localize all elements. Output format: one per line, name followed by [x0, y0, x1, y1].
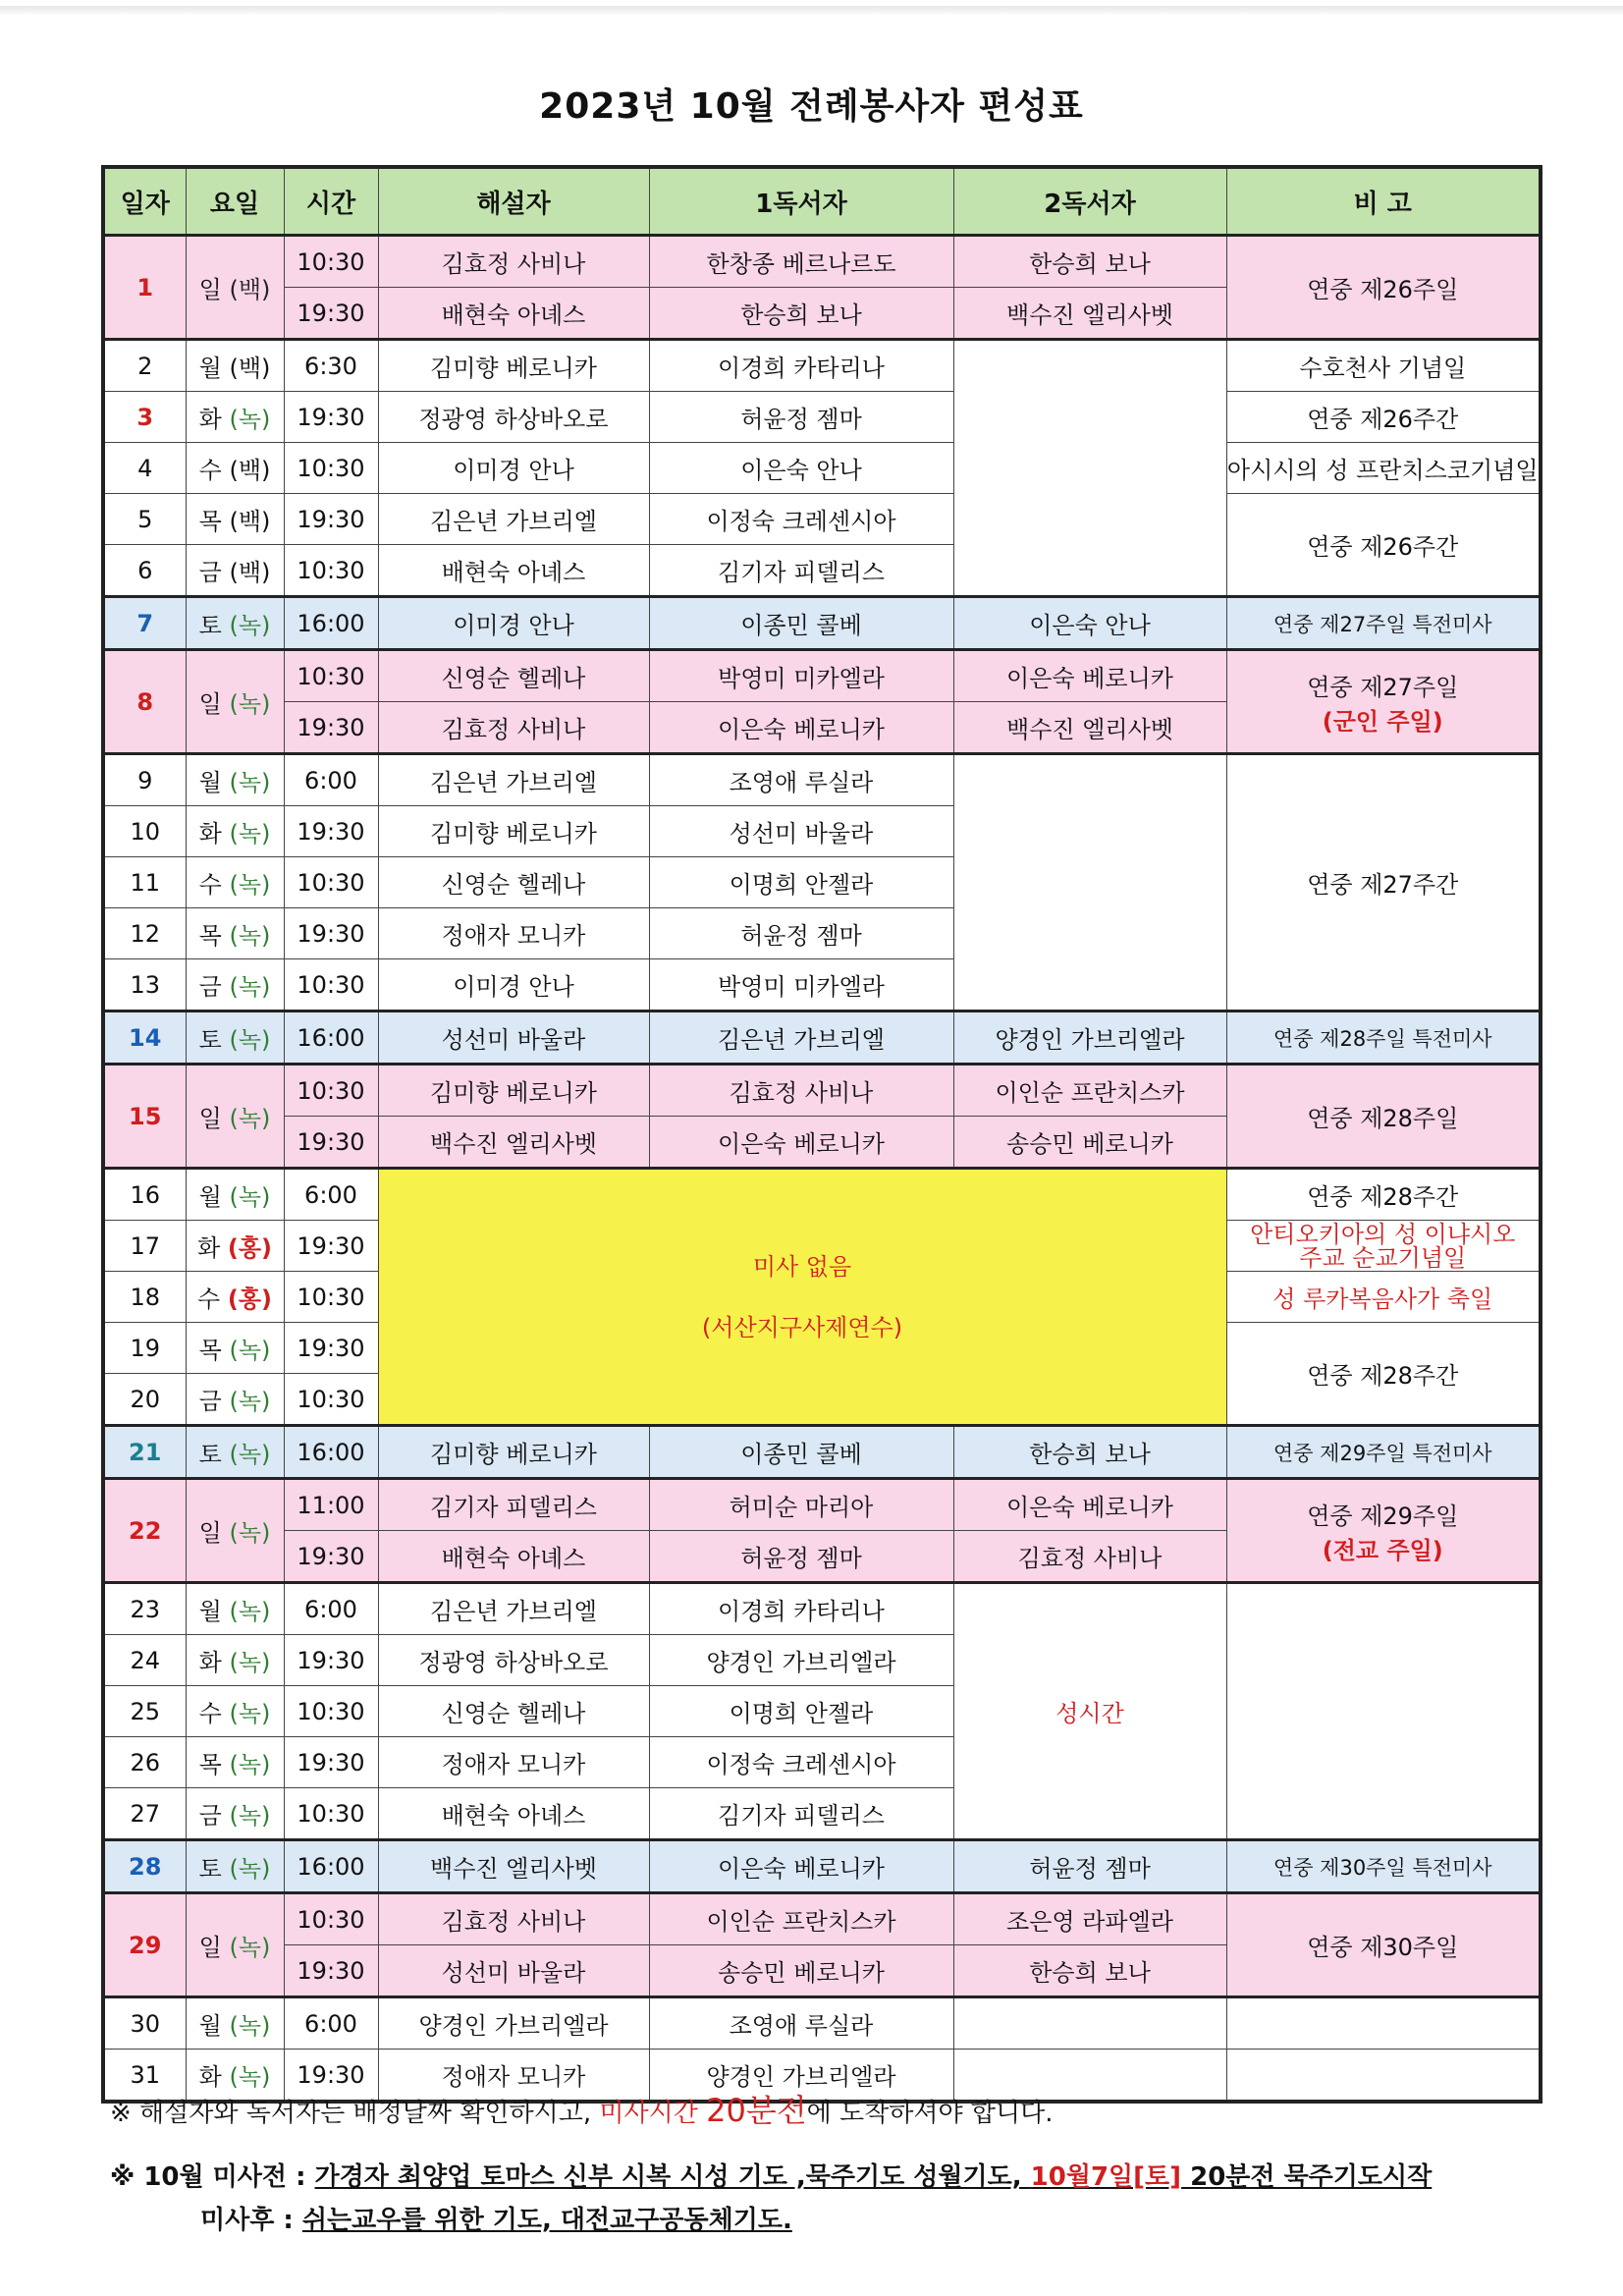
day-cell: 31 — [103, 2050, 186, 2103]
table-row — [103, 754, 1541, 806]
arrival-notice — [110, 2086, 1053, 2131]
time-cell: 19:30 — [284, 288, 378, 340]
day-cell: 17 — [103, 1221, 186, 1272]
weekday-cell: 화 (녹) — [186, 806, 284, 857]
reader1-cell: 이명희 안젤라 — [649, 1686, 953, 1737]
weekday-cell: 토 (녹) — [186, 1426, 284, 1479]
time-cell: 16:00 — [284, 597, 378, 650]
remarks-cell: 연중 제30주일 — [1226, 1893, 1541, 1997]
day-cell: 2 — [103, 340, 186, 392]
table-row — [103, 1479, 1541, 1531]
table-row — [103, 1997, 1541, 2050]
commentator-cell: 이미경 안나 — [378, 597, 649, 650]
time-cell: 6:00 — [284, 1583, 378, 1635]
weekday-cell: 수 (백) — [186, 443, 284, 494]
day-cell: 26 — [103, 1737, 186, 1788]
weekday-cell: 목 (녹) — [186, 908, 284, 959]
time-cell: 10:30 — [284, 545, 378, 597]
day-cell: 25 — [103, 1686, 186, 1737]
commentator-cell: 이미경 안나 — [378, 959, 649, 1011]
weekday-cell: 월 (녹) — [186, 1169, 284, 1221]
weekday-cell: 일 (녹) — [186, 1479, 284, 1583]
time-cell: 19:30 — [284, 908, 378, 959]
time-cell: 10:30 — [284, 1374, 378, 1426]
time-cell: 6:30 — [284, 340, 378, 392]
commentator-cell: 김은년 가브리엘 — [378, 494, 649, 545]
post-mass-prayer-notice — [200, 2200, 792, 2236]
commentator-cell: 정애자 모니카 — [378, 908, 649, 959]
day-cell: 29 — [103, 1893, 186, 1997]
weekday-cell: 화 (홍) — [186, 1221, 284, 1272]
remarks-cell: 연중 제26주일 — [1226, 236, 1541, 340]
remarks-cell: 연중 제27주간 — [1226, 754, 1541, 1011]
weekday-cell: 화 (녹) — [186, 1635, 284, 1686]
table-row — [103, 1840, 1541, 1893]
commentator-cell: 김미향 베로니카 — [378, 806, 649, 857]
reader1-cell: 이경희 카타리나 — [649, 1583, 953, 1635]
commentator-cell: 김미향 베로니카 — [378, 340, 649, 392]
header-row — [103, 167, 1541, 236]
day-cell: 13 — [103, 959, 186, 1011]
time-cell: 19:30 — [284, 1221, 378, 1272]
time-cell: 19:30 — [284, 2050, 378, 2103]
pre-mass-prayer-notice — [110, 2157, 1432, 2193]
time-cell: 19:30 — [284, 702, 378, 754]
day-cell: 20 — [103, 1374, 186, 1426]
time-cell: 6:00 — [284, 1169, 378, 1221]
col-header-commentator: 해설자 — [378, 167, 649, 236]
remarks-subtext: (군인 주일) — [1322, 707, 1443, 736]
reader2-cell: 한승희 보나 — [953, 236, 1226, 288]
col-header-reader1: 1독서자 — [649, 167, 953, 236]
commentator-cell: 김은년 가브리엘 — [378, 754, 649, 806]
time-cell: 19:30 — [284, 1117, 378, 1169]
reader2-cell: 이인순 프란치스카 — [953, 1065, 1226, 1117]
remarks-cell: 연중 제30주일 특전미사 — [1226, 1840, 1541, 1893]
remarks-text: 안티오키아의 성 이냐시오 — [1250, 1220, 1516, 1248]
commentator-cell: 정애자 모니카 — [378, 1737, 649, 1788]
reader1-cell: 허미순 마리아 — [649, 1479, 953, 1531]
weekday-cell: 월 (녹) — [186, 1583, 284, 1635]
table-row — [103, 236, 1541, 288]
day-cell: 18 — [103, 1272, 186, 1323]
reader1-cell: 이은숙 안나 — [649, 443, 953, 494]
day-cell: 16 — [103, 1169, 186, 1221]
weekday-cell: 토 (녹) — [186, 1011, 284, 1065]
table-row — [103, 443, 1541, 494]
pre-mass-text: 가경자 최양업 토마스 신부 시복 시성 기도 ,묵주기도 성월기도, — [314, 2162, 1031, 2192]
remarks-cell: 연중 제26주간 — [1226, 494, 1541, 597]
reader1-cell: 양경인 가브리엘라 — [649, 2050, 953, 2103]
table-row — [103, 1065, 1541, 1117]
schedule-table — [101, 165, 1542, 2104]
commentator-cell: 정광영 하상바오로 — [378, 1635, 649, 1686]
time-cell: 10:30 — [284, 443, 378, 494]
reader1-cell: 허윤정 젬마 — [649, 908, 953, 959]
remarks-cell: 연중 제28주간 — [1226, 1169, 1541, 1221]
table-row — [103, 1426, 1541, 1479]
weekday-cell: 일 (백) — [186, 236, 284, 340]
remarks-cell — [1226, 1997, 1541, 2050]
reader2-cell: 이은숙 베로니카 — [953, 1479, 1226, 1531]
reader2-cell: 허윤정 젬마 — [953, 1840, 1226, 1893]
reader2-cell: 김효정 사비나 — [953, 1531, 1226, 1583]
table-row — [103, 597, 1541, 650]
reader1-cell: 김기자 피델리스 — [649, 1788, 953, 1840]
day-cell: 11 — [103, 857, 186, 908]
commentator-cell: 신영순 헬레나 — [378, 650, 649, 702]
day-cell: 14 — [103, 1011, 186, 1065]
time-cell: 16:00 — [284, 1840, 378, 1893]
commentator-cell: 김은년 가브리엘 — [378, 1583, 649, 1635]
reader1-cell: 양경인 가브리엘라 — [649, 1635, 953, 1686]
commentator-cell: 김효정 사비나 — [378, 702, 649, 754]
post-mass-label: 미사후 : — [200, 2206, 302, 2235]
day-cell: 19 — [103, 1323, 186, 1374]
time-cell: 6:00 — [284, 1997, 378, 2050]
reader1-cell: 이은숙 베로니카 — [649, 702, 953, 754]
day-cell: 27 — [103, 1788, 186, 1840]
col-header-remarks: 비 고 — [1226, 167, 1541, 236]
time-cell: 11:00 — [284, 1479, 378, 1531]
commentator-cell: 김미향 베로니카 — [378, 1426, 649, 1479]
day-cell: 6 — [103, 545, 186, 597]
weekday-cell: 금 (녹) — [186, 1374, 284, 1426]
remarks-cell — [1226, 2050, 1541, 2103]
remarks-cell: 수호천사 기념일 — [1226, 340, 1541, 392]
table-row — [103, 650, 1541, 702]
time-cell: 10:30 — [284, 959, 378, 1011]
day-cell: 12 — [103, 908, 186, 959]
day-cell: 4 — [103, 443, 186, 494]
reader1-cell: 허윤정 젬마 — [649, 1531, 953, 1583]
notice-text-end: 에 도착하셔야 합니다. — [806, 2099, 1054, 2128]
reader1-cell: 박영미 미카엘라 — [649, 650, 953, 702]
reader2-cell: 백수진 엘리사벳 — [953, 702, 1226, 754]
table-row — [103, 494, 1541, 545]
reader1-cell: 한승희 보나 — [649, 288, 953, 340]
post-mass-text: 쉬는교우를 위한 기도, 대전교구공동체기도. — [301, 2206, 792, 2235]
holy-hour-cell: 성시간 — [953, 1583, 1226, 1840]
notice-text: ※ 해설자와 독서자는 배정날짜 확인하시고, — [110, 2099, 600, 2128]
weekday-cell: 목 (녹) — [186, 1323, 284, 1374]
weekday-cell: 목 (녹) — [186, 1737, 284, 1788]
commentator-cell: 성선미 바울라 — [378, 1011, 649, 1065]
reader1-cell: 이경희 카타리나 — [649, 340, 953, 392]
reader1-cell: 이정숙 크레센시아 — [649, 494, 953, 545]
remarks-cell: 연중 제28주간 — [1226, 1323, 1541, 1426]
notice-emphasis: 20분전 — [706, 2092, 807, 2129]
reader1-cell: 한창종 베르나르도 — [649, 236, 953, 288]
weekday-cell: 금 (녹) — [186, 1788, 284, 1840]
day-cell: 5 — [103, 494, 186, 545]
reader2-cell: 양경인 가브리엘라 — [953, 1011, 1226, 1065]
reader1-cell: 이종민 콜베 — [649, 1426, 953, 1479]
weekday-cell: 토 (녹) — [186, 597, 284, 650]
remarks-text: 연중 제27주일 — [1307, 673, 1459, 701]
reader2-cell: 한승희 보나 — [953, 1426, 1226, 1479]
reader1-cell: 허윤정 젬마 — [649, 392, 953, 443]
weekday-cell: 월 (백) — [186, 340, 284, 392]
commentator-cell: 성선미 바울라 — [378, 1945, 649, 1997]
time-cell: 19:30 — [284, 1945, 378, 1997]
table-row — [103, 340, 1541, 392]
remarks-cell — [1226, 1479, 1541, 1583]
table-row — [103, 1893, 1541, 1945]
reader1-cell: 이정숙 크레센시아 — [649, 1737, 953, 1788]
day-cell: 30 — [103, 1997, 186, 2050]
no-mass-block — [378, 1169, 1226, 1426]
reader1-cell: 이인순 프란치스카 — [649, 1893, 953, 1945]
remarks-cell — [1226, 650, 1541, 754]
remarks-cell — [1226, 1583, 1541, 1840]
time-cell: 16:00 — [284, 1426, 378, 1479]
reader2-cell: 이은숙 베로니카 — [953, 650, 1226, 702]
weekday-cell: 화 (녹) — [186, 2050, 284, 2103]
time-cell: 19:30 — [284, 392, 378, 443]
weekday-cell: 일 (녹) — [186, 1893, 284, 1997]
scan-edge — [0, 6, 1623, 16]
remarks-cell: 연중 제27주일 특전미사 — [1226, 597, 1541, 650]
commentator-cell: 이미경 안나 — [378, 443, 649, 494]
day-cell: 28 — [103, 1840, 186, 1893]
weekday-cell: 수 (녹) — [186, 1686, 284, 1737]
time-cell: 19:30 — [284, 494, 378, 545]
commentator-cell: 양경인 가브리엘라 — [378, 1997, 649, 2050]
weekday-cell: 월 (녹) — [186, 754, 284, 806]
commentator-cell: 백수진 엘리사벳 — [378, 1840, 649, 1893]
no-mass-text: 미사 없음 — [752, 1252, 852, 1281]
reader1-cell: 김은년 가브리엘 — [649, 1011, 953, 1065]
weekday-cell: 토 (녹) — [186, 1840, 284, 1893]
day-cell: 21 — [103, 1426, 186, 1479]
commentator-cell: 배현숙 아녜스 — [378, 288, 649, 340]
reader1-cell: 조영애 루실라 — [649, 1997, 953, 2050]
time-cell: 19:30 — [284, 806, 378, 857]
commentator-cell: 신영순 헬레나 — [378, 857, 649, 908]
notice-highlight: 미사시간 — [599, 2099, 707, 2128]
table-row — [103, 1583, 1541, 1635]
table-row — [103, 1011, 1541, 1065]
remarks-cell: 성 루카복음사가 축일 — [1226, 1272, 1541, 1323]
pre-mass-date: 10월7일[토] — [1030, 2162, 1182, 2192]
remarks-cell: 아시시의 성 프란치스코기념일 — [1226, 443, 1541, 494]
time-cell: 19:30 — [284, 1635, 378, 1686]
reader2-cell: 한승희 보나 — [953, 1945, 1226, 1997]
day-cell: 9 — [103, 754, 186, 806]
reader1-cell: 이은숙 베로니카 — [649, 1840, 953, 1893]
col-header-time: 시간 — [284, 167, 378, 236]
time-cell: 6:00 — [284, 754, 378, 806]
commentator-cell: 김기자 피델리스 — [378, 1479, 649, 1531]
commentator-cell: 배현숙 아녜스 — [378, 1788, 649, 1840]
remarks-subtext: 주교 순교기념일 — [1299, 1243, 1467, 1272]
remarks-cell: 연중 제29주일 특전미사 — [1226, 1426, 1541, 1479]
reader2-cell: 송승민 베로니카 — [953, 1117, 1226, 1169]
weekday-cell: 화 (녹) — [186, 392, 284, 443]
weekday-cell: 수 (홍) — [186, 1272, 284, 1323]
remarks-cell: 연중 제28주일 특전미사 — [1226, 1011, 1541, 1065]
reader1-cell: 이종민 콜베 — [649, 597, 953, 650]
table-row — [103, 392, 1541, 443]
reader1-cell: 성선미 바울라 — [649, 806, 953, 857]
commentator-cell: 배현숙 아녜스 — [378, 545, 649, 597]
reader1-cell: 김기자 피델리스 — [649, 545, 953, 597]
time-cell: 10:30 — [284, 236, 378, 288]
reader2-cell: 백수진 엘리사벳 — [953, 288, 1226, 340]
time-cell: 16:00 — [284, 1011, 378, 1065]
reader2-cell: 조은영 라파엘라 — [953, 1893, 1226, 1945]
page-title: 2023년 10월 전례봉사자 편성표 — [539, 86, 1084, 127]
no-mass-reason: (서산지구사제연수) — [701, 1313, 903, 1341]
reader1-cell: 송승민 베로니카 — [649, 1945, 953, 1997]
col-header-day: 일자 — [103, 167, 186, 236]
reader2-cell — [953, 1997, 1226, 2050]
reader2-cell — [953, 754, 1226, 1011]
reader2-cell: 이은숙 안나 — [953, 597, 1226, 650]
reader1-cell: 조영애 루실라 — [649, 754, 953, 806]
time-cell: 10:30 — [284, 1065, 378, 1117]
remarks-cell — [1226, 1221, 1541, 1272]
commentator-cell: 백수진 엘리사벳 — [378, 1117, 649, 1169]
reader1-cell: 김효정 사비나 — [649, 1065, 953, 1117]
remarks-cell: 연중 제28주일 — [1226, 1065, 1541, 1169]
time-cell: 10:30 — [284, 857, 378, 908]
weekday-cell: 목 (백) — [186, 494, 284, 545]
col-header-weekday: 요일 — [186, 167, 284, 236]
commentator-cell: 정애자 모니카 — [378, 2050, 649, 2103]
remarks-subtext: (전교 주일) — [1322, 1536, 1443, 1564]
day-cell: 24 — [103, 1635, 186, 1686]
reader1-cell: 박영미 미카엘라 — [649, 959, 953, 1011]
day-cell: 1 — [103, 236, 186, 340]
day-cell: 23 — [103, 1583, 186, 1635]
time-cell: 10:30 — [284, 1788, 378, 1840]
time-cell: 10:30 — [284, 1686, 378, 1737]
weekday-cell: 월 (녹) — [186, 1997, 284, 2050]
commentator-cell: 신영순 헬레나 — [378, 1686, 649, 1737]
day-cell: 15 — [103, 1065, 186, 1169]
time-cell: 10:30 — [284, 1272, 378, 1323]
day-cell: 8 — [103, 650, 186, 754]
weekday-cell: 일 (녹) — [186, 650, 284, 754]
pre-mass-text-end: 20분전 묵주기도시작 — [1181, 2162, 1433, 2192]
weekday-cell: 금 (녹) — [186, 959, 284, 1011]
day-cell: 3 — [103, 392, 186, 443]
weekday-cell: 일 (녹) — [186, 1065, 284, 1169]
reader1-cell: 이명희 안젤라 — [649, 857, 953, 908]
weekday-cell: 수 (녹) — [186, 857, 284, 908]
time-cell: 19:30 — [284, 1323, 378, 1374]
pre-mass-label: ※ 10월 미사전 : — [110, 2162, 315, 2192]
weekday-cell: 금 (백) — [186, 545, 284, 597]
day-cell: 7 — [103, 597, 186, 650]
commentator-cell: 김미향 베로니카 — [378, 1065, 649, 1117]
col-header-reader2: 2독서자 — [953, 167, 1226, 236]
commentator-cell: 김효정 사비나 — [378, 1893, 649, 1945]
time-cell: 10:30 — [284, 650, 378, 702]
table-row — [103, 1169, 1541, 1221]
reader1-cell: 이은숙 베로니카 — [649, 1117, 953, 1169]
commentator-cell: 배현숙 아녜스 — [378, 1531, 649, 1583]
day-cell: 22 — [103, 1479, 186, 1583]
reader2-cell — [953, 340, 1226, 597]
day-cell: 10 — [103, 806, 186, 857]
remarks-text: 연중 제29주일 — [1307, 1502, 1459, 1530]
commentator-cell: 정광영 하상바오로 — [378, 392, 649, 443]
time-cell: 19:30 — [284, 1737, 378, 1788]
time-cell: 19:30 — [284, 1531, 378, 1583]
time-cell: 10:30 — [284, 1893, 378, 1945]
commentator-cell: 김효정 사비나 — [378, 236, 649, 288]
remarks-cell: 연중 제26주간 — [1226, 392, 1541, 443]
